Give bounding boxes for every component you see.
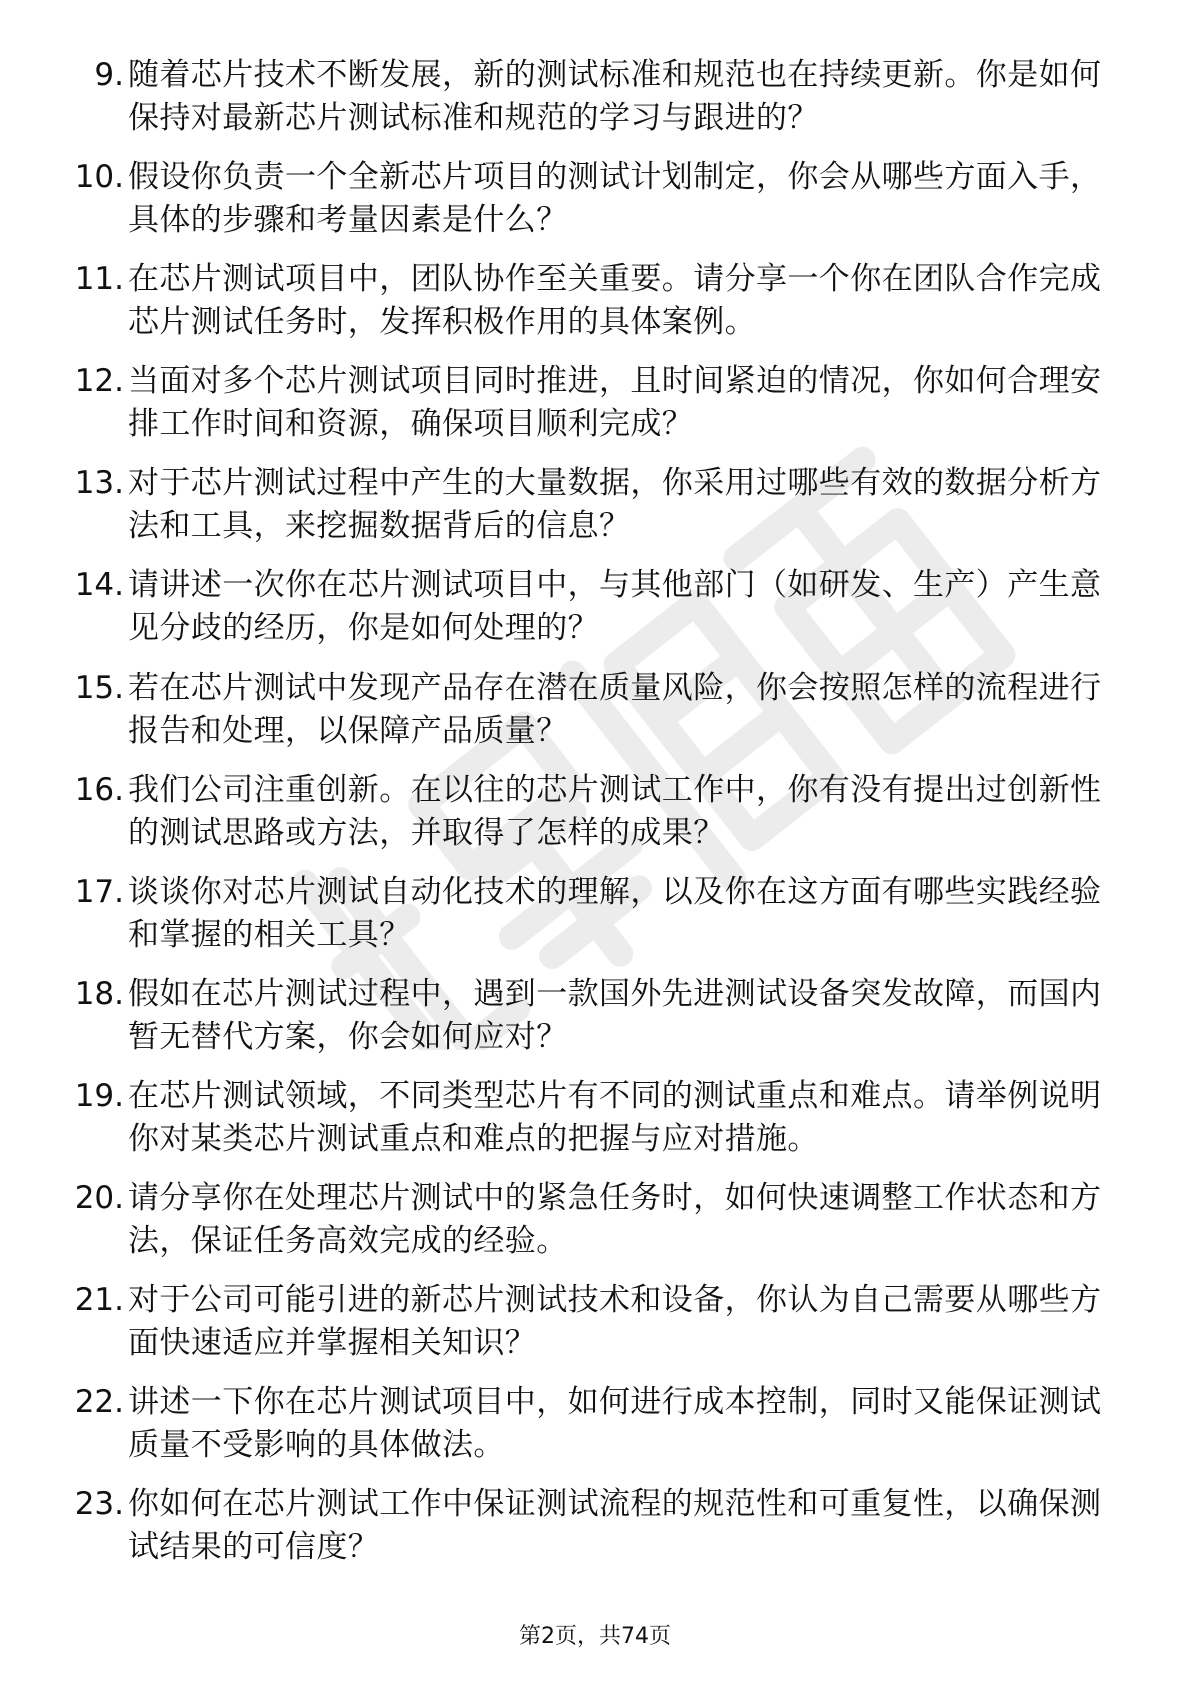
question-text: 对于芯片测试过程中产生的大量数据，你采用过哪些有效的数据分析方法和工具，来挖掘数据背后的信息？ [128, 465, 1102, 545]
question-text: 在芯片测试领域，不同类型芯片有不同的测试重点和难点。请举例说明你对某类芯片测试重点和难点的把握与应对措施。 [128, 1077, 1102, 1157]
question-number: 14. [74, 567, 124, 604]
question-number: 10. [74, 159, 124, 196]
list-item [0, 1177, 1190, 1279]
list-item [0, 973, 1190, 1075]
question-text: 请分享你在处理芯片测试中的紧急任务时，如何快速调整工作状态和方法，保证任务高效完成的经验。 [128, 1180, 1102, 1260]
question-number: 11. [74, 261, 124, 298]
list-item [0, 871, 1190, 973]
question-number: 22. [74, 1384, 124, 1421]
question-text: 随着芯片技术不断发展，新的测试标准和规范也在持续更新。你是如何保持对最新芯片测试标准和规范的学习与跟进的？ [128, 57, 1102, 136]
question-number: 9. [94, 57, 124, 93]
question-list [0, 54, 1190, 1585]
list-item [0, 360, 1190, 462]
question-text: 在芯片测试项目中，团队协作至关重要。请分享一个你在团队合作完成芯片测试任务时，发挥积极作用的具体案例。 [128, 261, 1102, 341]
list-item [0, 258, 1190, 360]
question-number: 15. [74, 669, 124, 706]
question-number: 16. [74, 771, 124, 808]
question-number: 23. [74, 1486, 124, 1523]
list-item [0, 1483, 1190, 1585]
question-text: 假设你负责一个全新芯片项目的测试计划制定，你会从哪些方面入手，具体的步骤和考量因素是什么？ [128, 159, 1102, 239]
list-item [0, 1279, 1190, 1381]
question-text: 假如在芯片测试过程中，遇到一款国外先进测试设备突发故障，而国内暂无替代方案，你会如何应对？ [128, 975, 1102, 1055]
list-item [0, 769, 1190, 871]
question-number: 18. [74, 975, 124, 1012]
question-number: 12. [74, 363, 124, 400]
question-text: 请讲述一次你在芯片测试项目中，与其他部门（如研发、生产）产生意见分歧的经历，你是如何处理的？ [128, 567, 1102, 647]
question-number: 17. [74, 873, 124, 910]
list-item [0, 564, 1190, 666]
question-number: 19. [74, 1077, 124, 1114]
question-number: 13. [74, 465, 124, 502]
list-item [0, 1381, 1190, 1483]
question-text: 若在芯片测试中发现产品存在潜在质量风险，你会按照怎样的流程进行报告和处理，以保障产品质量？ [128, 669, 1102, 749]
question-text: 对于公司可能引进的新芯片测试技术和设备，你认为自己需要从哪些方面快速适应并掌握相关知识？ [128, 1282, 1102, 1362]
question-text: 你如何在芯片测试工作中保证测试流程的规范性和可重复性，以确保测试结果的可信度？ [128, 1486, 1102, 1566]
question-number: 21. [74, 1282, 124, 1319]
question-number: 20. [74, 1180, 124, 1217]
list-item [0, 462, 1190, 564]
question-text: 当面对多个芯片测试项目同时推进，且时间紧迫的情况，你如何合理安排工作时间和资源，确保项目顺利完成？ [128, 363, 1102, 443]
list-item [0, 1075, 1190, 1177]
page-number: 第2页，共74页 [519, 1624, 671, 1649]
question-text: 我们公司注重创新。在以往的芯片测试工作中，你有没有提出过创新性的测试思路或方法，并取得了怎样的成果？ [128, 771, 1102, 851]
question-text: 讲述一下你在芯片测试项目中，如何进行成本控制，同时又能保证测试质量不受影响的具体做法。 [128, 1384, 1102, 1464]
question-text: 谈谈你对芯片测试自动化技术的理解，以及你在这方面有哪些实践经验和掌握的相关工具？ [128, 873, 1102, 953]
list-item [0, 156, 1190, 258]
list-item [0, 54, 1190, 156]
list-item [0, 667, 1190, 769]
